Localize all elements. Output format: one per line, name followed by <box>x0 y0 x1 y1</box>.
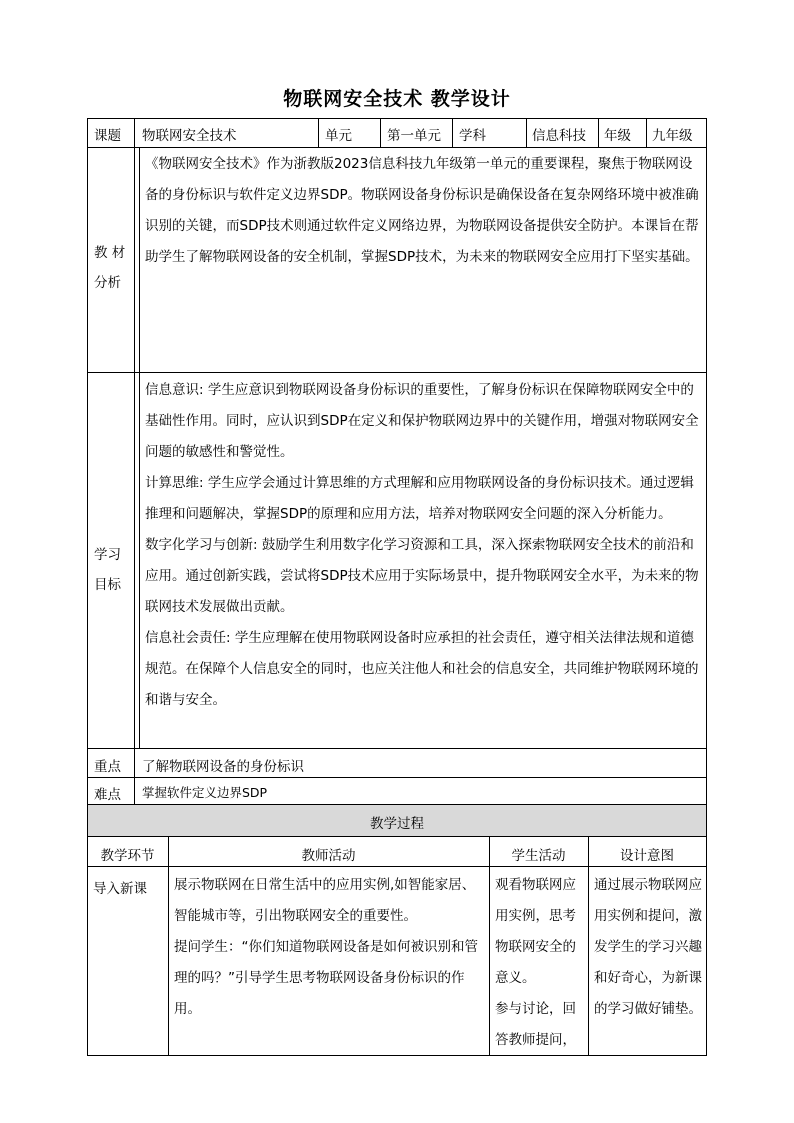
unit-value: 第一单元 <box>387 128 441 144</box>
column-header-stage: 教学环节 <box>100 848 155 864</box>
grade-value: 九年级 <box>652 128 693 144</box>
unit-label: 单元 <box>325 128 352 144</box>
column-header-teacher: 教师活动 <box>301 848 356 864</box>
learning-goals-label-line2: 目标 <box>94 577 121 593</box>
student-activity-paragraph: 参与讨论，回答教师提问， <box>495 1001 576 1048</box>
process-stage-cell: 导入新课 <box>93 881 147 897</box>
process-student-cell <box>495 870 585 1056</box>
grade-label: 年级 <box>604 128 631 144</box>
material-analysis-label <box>94 238 125 298</box>
topic-label: 课题 <box>94 128 121 144</box>
topic-value: 物联网安全技术 <box>142 128 237 144</box>
difficult-point-label: 难点 <box>94 787 121 803</box>
goal-computational-thinking: 计算思维: 学生应学会通过计算思维的方式理解和应用物联网设备的身份标识技术。通过逻辑推理和问题解决，掌握SDP的原理和应用方法，培养对物联网安全问题的深入分析能力。 <box>145 475 694 522</box>
process-teacher-cell <box>174 870 484 1025</box>
learning-goals-label <box>94 540 121 600</box>
student-activity-paragraph: 观看物联网应用实例，思考物联网安全的意义。 <box>495 877 576 986</box>
column-header-intent: 设计意图 <box>620 848 674 864</box>
key-point-value: 了解物联网设备的身份标识 <box>142 759 304 775</box>
goal-information-awareness: 信息意识: 学生应意识到物联网设备身份标识的重要性，了解身份标识在保障物联网安全中的基础性作用。同时，应认识到SDP在定义和保护物联网边界中的关键作用，增强对物联网安全问题的敏感性和警觉性。 <box>145 382 699 460</box>
teacher-activity-paragraph: 提问学生：“你们知道物联网设备是如何被识别和管理的吗？”引导学生思考物联网设备身份标识的作用。 <box>174 939 478 1017</box>
learning-goals-list <box>145 375 701 716</box>
subject-value: 信息科技 <box>532 128 586 144</box>
column-header-student: 学生活动 <box>511 848 566 864</box>
teacher-activity-paragraph: 展示物联网在日常生活中的应用实例,如智能家居、智能城市等，引出物联网安全的重要性。 <box>174 877 476 924</box>
subject-label: 学科 <box>459 128 486 144</box>
learning-goals-label-line1: 学习 <box>94 547 121 563</box>
material-analysis-text: 《物联网安全技术》作为浙教版2023信息科技九年级第一单元的重要课程，聚焦于物联网设备的身份标识与软件定义边界SDP。物联网设备身份标识是确保设备在复杂网络环境中被准确识别的关键，而SDP技术则通过软件定义网络边界，为物联网设备提供安全防护。本课旨在帮助学生了解物联网设备的安全机制，掌握SDP技术，为未来的物联网安全应用打下坚实基础。 <box>145 156 699 265</box>
material-analysis-label-line1: 教 材 <box>94 245 126 261</box>
material-analysis-label-line2: 分析 <box>94 275 121 291</box>
goal-digital-learning: 数字化学习与创新: 鼓励学生利用数字化学习资源和工具，深入探索物联网安全技术的前沿和应用。通过创新实践，尝试将SDP技术应用于实际场景中，提升物联网安全水平，为未来的物联网技术发展做出贡献。 <box>145 537 699 615</box>
process-header: 教学过程 <box>370 816 424 832</box>
goal-social-responsibility: 信息社会责任: 学生应理解在使用物联网设备时应承担的社会责任，遵守相关法律法规和道德规范。在保障个人信息安全的同时，也应关注他人和社会的信息安全，共同维护物联网环境的和谐与安全。 <box>145 630 699 708</box>
document-title: 物联网安全技术 教学设计 <box>283 88 511 110</box>
key-point-label: 重点 <box>94 759 121 775</box>
difficult-point-value: 掌握软件定义边界SDP <box>142 785 268 800</box>
process-intent-cell: 通过展示物联网应用实例和提问，激发学生的学习兴趣和好奇心，为新课的学习做好铺垫。 <box>594 877 702 1017</box>
